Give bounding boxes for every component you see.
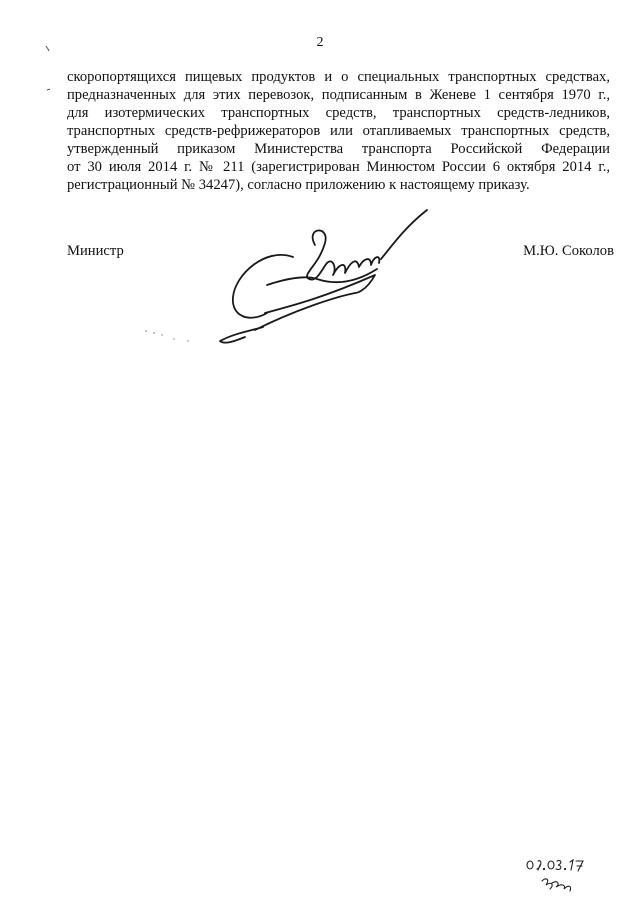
body-line: скоропортящихся пищевых продуктов и о специальных транспортных средствах, <box>67 69 610 85</box>
body-paragraph <box>67 68 610 194</box>
body-line: транспортных средств-рефрижераторов или отапливаемых транспортных средств, <box>67 123 610 139</box>
body-line: предназначенных для этих перевозок, подписанным в Женеве 1 сентября 1970 г., <box>67 87 610 103</box>
handwritten-date-note <box>524 855 594 895</box>
signatory-name: М.Ю. Соколов <box>523 243 614 259</box>
body-line: для изотермических транспортных средств, транспортных средств-ледников, <box>67 105 610 121</box>
page-number: 2 <box>316 35 324 50</box>
body-line: от 30 июля 2014 г. № 211 (зарегистрирован Минюстом России 6 октября 2014 г., <box>67 159 610 175</box>
margin-marks <box>40 40 60 100</box>
body-line: регистрационный № 34247), согласно приложению к настоящему приказу. <box>67 177 530 193</box>
signatory-title: Министр <box>67 243 124 259</box>
scan-speckles <box>140 325 200 345</box>
handwritten-signature <box>205 205 435 350</box>
body-line: утвержденный приказом Министерства транспорта Российской Федерации <box>67 141 610 157</box>
